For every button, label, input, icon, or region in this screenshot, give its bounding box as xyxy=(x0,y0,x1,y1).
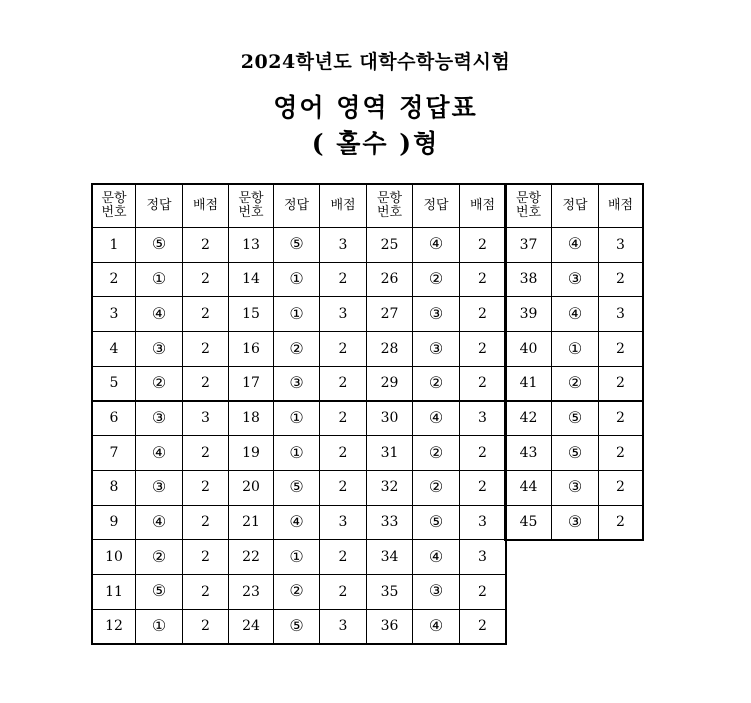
question-number: 33 xyxy=(366,505,413,541)
points-value: 2 xyxy=(459,331,506,367)
header-question-number xyxy=(505,184,552,228)
question-number: 29 xyxy=(366,366,413,402)
points-value: 2 xyxy=(319,539,367,575)
points-value: 2 xyxy=(598,470,643,506)
question-number: 22 xyxy=(228,539,274,575)
question-number: 28 xyxy=(366,331,413,367)
points-value: 3 xyxy=(319,609,367,645)
points-value: 3 xyxy=(598,296,643,332)
points-value: 2 xyxy=(598,401,643,437)
points-value: 2 xyxy=(182,227,229,263)
answer-mark: ④ xyxy=(412,539,460,575)
header-points: 배점 xyxy=(182,184,229,228)
answer-mark: ④ xyxy=(273,505,320,541)
points-value: 2 xyxy=(459,609,506,645)
points-value: 3 xyxy=(459,505,506,541)
points-value: 2 xyxy=(459,227,506,263)
points-value: 2 xyxy=(459,296,506,332)
points-value: 2 xyxy=(598,435,643,471)
answer-mark: ② xyxy=(551,366,599,402)
answer-mark: ② xyxy=(412,470,460,506)
points-value: 2 xyxy=(319,470,367,506)
question-number: 37 xyxy=(505,227,552,263)
points-value: 2 xyxy=(182,366,229,402)
question-number: 31 xyxy=(366,435,413,471)
points-value: 2 xyxy=(319,262,367,298)
answer-mark: ① xyxy=(273,296,320,332)
subject-title: 영어 영역 정답표 xyxy=(273,93,478,122)
question-number: 27 xyxy=(366,296,413,332)
points-value: 2 xyxy=(459,574,506,610)
question-number: 34 xyxy=(366,539,413,575)
header-question-number xyxy=(228,184,274,228)
points-value: 2 xyxy=(459,262,506,298)
header-points: 배점 xyxy=(319,184,367,228)
question-number: 5 xyxy=(92,366,136,402)
question-number: 11 xyxy=(92,574,136,610)
question-number: 32 xyxy=(366,470,413,506)
answer-mark: ③ xyxy=(135,470,183,506)
answer-mark: ③ xyxy=(135,331,183,367)
answer-mark: ② xyxy=(412,262,460,298)
header-question-number-line1: 문항 xyxy=(515,191,542,207)
question-number: 14 xyxy=(228,262,274,298)
answer-mark: ③ xyxy=(412,574,460,610)
question-number: 26 xyxy=(366,262,413,298)
question-number: 16 xyxy=(228,331,274,367)
answer-mark: ③ xyxy=(412,331,460,367)
points-value: 2 xyxy=(182,435,229,471)
points-value: 2 xyxy=(182,331,229,367)
question-number: 45 xyxy=(505,505,552,541)
answer-mark: ④ xyxy=(412,609,460,645)
points-value: 2 xyxy=(598,505,643,541)
header-question-number xyxy=(366,184,413,228)
answer-mark: ⑤ xyxy=(412,505,460,541)
points-value: 3 xyxy=(319,227,367,263)
question-number: 24 xyxy=(228,609,274,645)
answer-mark: ② xyxy=(135,366,183,402)
question-number: 21 xyxy=(228,505,274,541)
header-question-number-line1: 문항 xyxy=(376,191,403,207)
points-value: 3 xyxy=(598,227,643,263)
answer-mark: ① xyxy=(273,539,320,575)
question-number: 4 xyxy=(92,331,136,367)
answer-mark: ③ xyxy=(135,401,183,437)
question-number: 15 xyxy=(228,296,274,332)
points-value: 2 xyxy=(319,331,367,367)
answer-mark: ⑤ xyxy=(135,227,183,263)
points-value: 2 xyxy=(319,574,367,610)
header-answer: 정답 xyxy=(412,184,460,228)
header-points: 배점 xyxy=(598,184,643,228)
question-number: 10 xyxy=(92,539,136,575)
points-value: 3 xyxy=(319,296,367,332)
header-question-number-line2: 번호 xyxy=(238,205,264,220)
answer-mark: ④ xyxy=(412,227,460,263)
answer-mark: ⑤ xyxy=(551,435,599,471)
question-number: 44 xyxy=(505,470,552,506)
points-value: 3 xyxy=(459,401,506,437)
points-value: 2 xyxy=(182,505,229,541)
points-value: 2 xyxy=(182,262,229,298)
answer-mark: ① xyxy=(273,401,320,437)
points-value: 3 xyxy=(319,505,367,541)
points-value: 2 xyxy=(598,366,643,402)
answer-mark: ⑤ xyxy=(551,401,599,437)
question-number: 35 xyxy=(366,574,413,610)
answer-mark: ③ xyxy=(273,366,320,402)
question-number: 9 xyxy=(92,505,136,541)
answer-mark: ③ xyxy=(551,470,599,506)
points-value: 2 xyxy=(182,296,229,332)
header-question-number-line2: 번호 xyxy=(101,205,127,220)
points-value: 2 xyxy=(598,331,643,367)
question-number: 20 xyxy=(228,470,274,506)
answer-mark: ③ xyxy=(551,505,599,541)
points-value: 2 xyxy=(459,470,506,506)
answer-mark: ④ xyxy=(135,505,183,541)
answer-mark: ⑤ xyxy=(273,227,320,263)
exam-title: 2024학년도 대학수학능력시험 xyxy=(240,51,511,73)
answer-mark: ② xyxy=(412,366,460,402)
points-value: 2 xyxy=(182,574,229,610)
answer-mark: ④ xyxy=(135,296,183,332)
question-number: 8 xyxy=(92,470,136,506)
question-number: 1 xyxy=(92,227,136,263)
question-number: 12 xyxy=(92,609,136,645)
question-number: 17 xyxy=(228,366,274,402)
answer-mark: ⑤ xyxy=(273,609,320,645)
answer-mark: ③ xyxy=(551,262,599,298)
points-value: 3 xyxy=(459,539,506,575)
points-value: 2 xyxy=(319,435,367,471)
header-question-number xyxy=(92,184,136,228)
question-number: 36 xyxy=(366,609,413,645)
points-value: 2 xyxy=(319,366,367,402)
header-question-number-line2: 번호 xyxy=(515,205,542,220)
points-value: 2 xyxy=(182,539,229,575)
answer-mark: ② xyxy=(273,331,320,367)
answer-mark: ① xyxy=(273,435,320,471)
header-question-number-line1: 문항 xyxy=(101,191,127,207)
question-number: 19 xyxy=(228,435,274,471)
header-answer: 정답 xyxy=(273,184,320,228)
header-answer: 정답 xyxy=(135,184,183,228)
header-points: 배점 xyxy=(459,184,506,228)
points-value: 2 xyxy=(319,401,367,437)
points-value: 2 xyxy=(459,366,506,402)
question-number: 25 xyxy=(366,227,413,263)
answer-mark: ① xyxy=(551,331,599,367)
question-number: 23 xyxy=(228,574,274,610)
answer-mark: ④ xyxy=(551,227,599,263)
question-number: 6 xyxy=(92,401,136,437)
answer-mark: ④ xyxy=(412,401,460,437)
points-value: 3 xyxy=(182,401,229,437)
answer-mark: ⑤ xyxy=(135,574,183,610)
points-value: 2 xyxy=(182,609,229,645)
question-number: 3 xyxy=(92,296,136,332)
header-question-number-line2: 번호 xyxy=(376,205,403,220)
question-number: 42 xyxy=(505,401,552,437)
question-number: 18 xyxy=(228,401,274,437)
answer-mark: ② xyxy=(273,574,320,610)
header-answer: 정답 xyxy=(551,184,599,228)
answer-mark: ⑤ xyxy=(273,470,320,506)
question-number: 40 xyxy=(505,331,552,367)
question-number: 43 xyxy=(505,435,552,471)
header-question-number-line1: 문항 xyxy=(238,191,264,207)
question-number: 30 xyxy=(366,401,413,437)
question-number: 39 xyxy=(505,296,552,332)
question-number: 2 xyxy=(92,262,136,298)
answer-mark: ④ xyxy=(135,435,183,471)
points-value: 2 xyxy=(182,470,229,506)
points-value: 2 xyxy=(598,262,643,298)
points-value: 2 xyxy=(459,435,506,471)
question-number: 41 xyxy=(505,366,552,402)
form-type: ( 홀수 )형 xyxy=(311,129,440,158)
answer-mark: ② xyxy=(135,539,183,575)
question-number: 38 xyxy=(505,262,552,298)
answer-mark: ② xyxy=(412,435,460,471)
answer-mark: ③ xyxy=(412,296,460,332)
answer-mark: ④ xyxy=(551,296,599,332)
answer-mark: ① xyxy=(135,609,183,645)
answer-mark: ① xyxy=(135,262,183,298)
answer-mark: ① xyxy=(273,262,320,298)
question-number: 13 xyxy=(228,227,274,263)
question-number: 7 xyxy=(92,435,136,471)
